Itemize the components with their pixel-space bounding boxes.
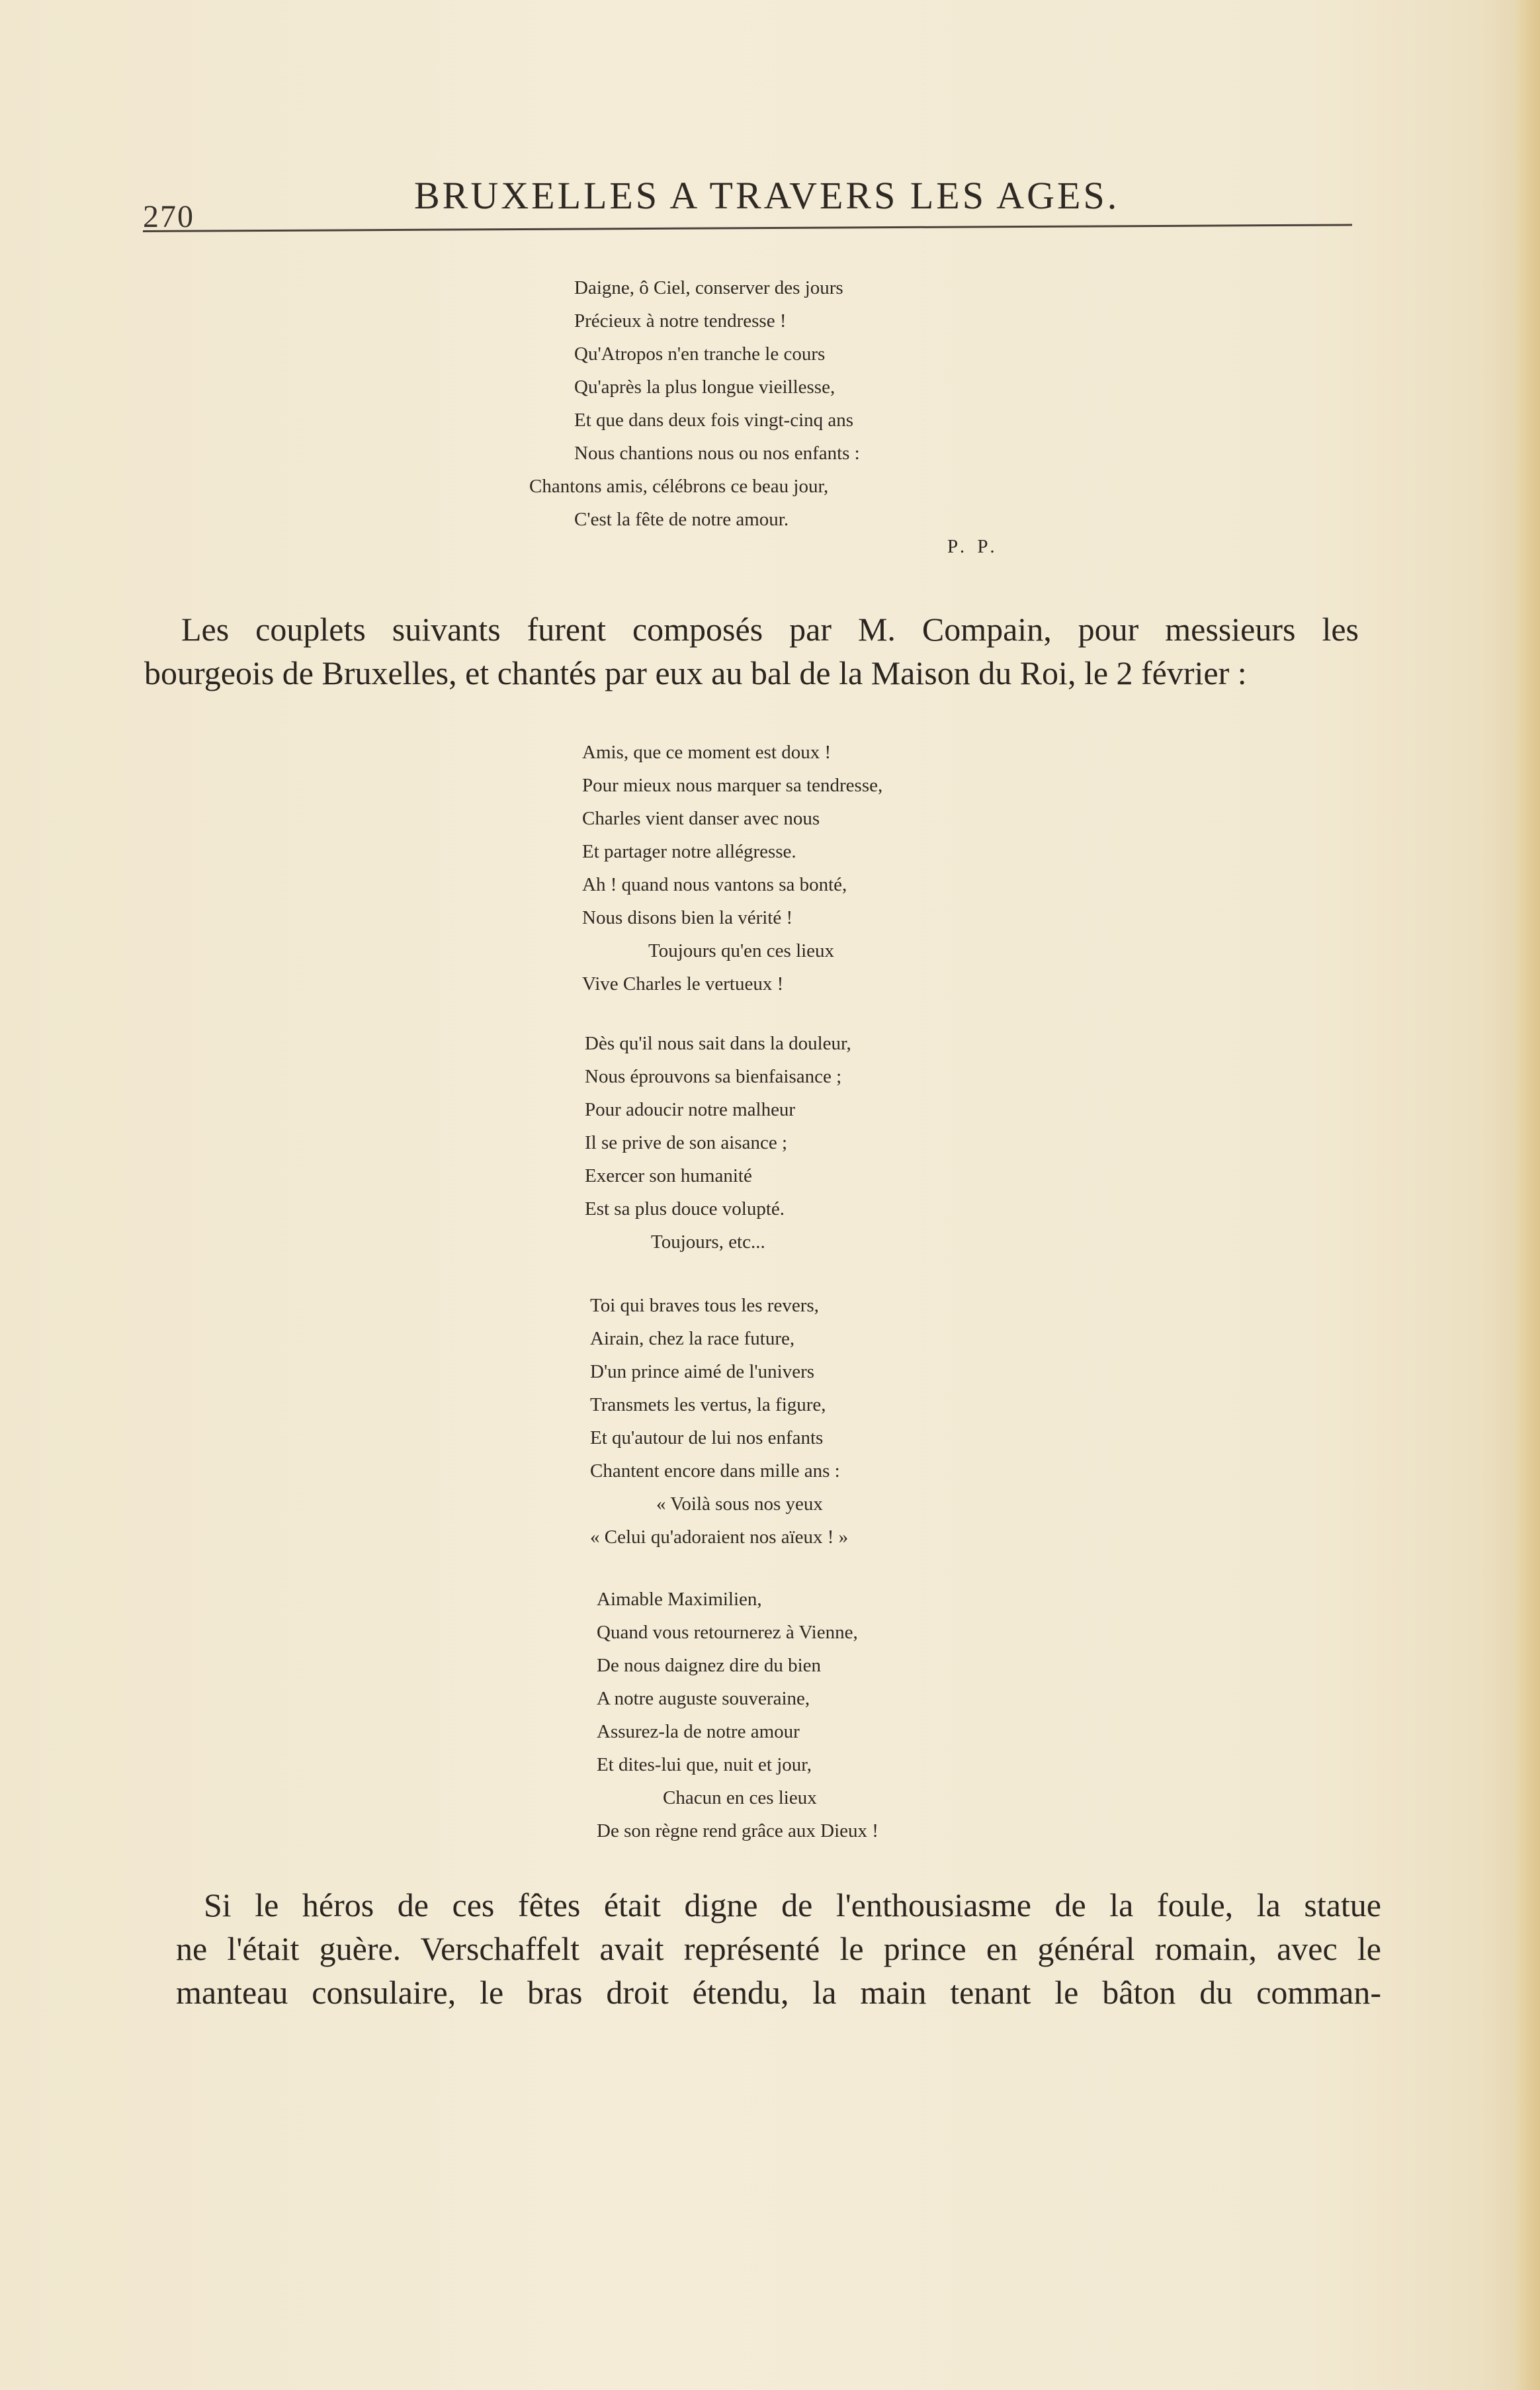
song-refrain-line: « Voilà sous nos yeux — [656, 1493, 823, 1515]
song-line: Nous disons bien la vérité ! — [582, 907, 793, 928]
paragraph-1 — [144, 607, 1359, 695]
song-stanza-2 — [585, 1027, 851, 1259]
paragraph-line: manteau consulaire, le bras droit étendu, la main tenant le bâton du comman- — [176, 1974, 1381, 2011]
song-line: Est sa plus douce volupté. — [585, 1198, 785, 1219]
song-line: A notre auguste souveraine, — [597, 1688, 810, 1709]
song-line: Et dites-lui que, nuit et jour, — [597, 1754, 812, 1775]
song-line: Charles vient danser avec nous — [582, 808, 820, 829]
paragraph-line: ne l'était guère. Verschaffelt avait représenté le prince en général romain, avec le — [176, 1930, 1381, 1967]
poem-line: Nous chantions nous ou nos enfants : — [574, 443, 860, 464]
poem-line: Qu'après la plus longue vieillesse, — [574, 376, 835, 398]
song-line: Pour adoucir notre malheur — [585, 1099, 796, 1120]
song-line: Ah ! quand nous vantons sa bonté, — [582, 874, 847, 895]
song-line: « Celui qu'adoraient nos aïeux ! » — [590, 1527, 849, 1548]
poem-line: Qu'Atropos n'en tranche le cours — [574, 343, 826, 365]
song-line: Il se prive de son aisance ; — [585, 1132, 788, 1153]
song-line: Exercer son humanité — [585, 1165, 752, 1186]
poem-line: Daigne, ô Ciel, conserver des jours — [574, 277, 843, 298]
poem-line: Précieux à notre tendresse ! — [574, 310, 787, 332]
song-line: Transmets les vertus, la figure, — [590, 1394, 826, 1415]
song-line: Et qu'autour de lui nos enfants — [590, 1427, 824, 1448]
song-stanza-4 — [597, 1583, 878, 1847]
paragraph-line: Les couplets suivants furent composés par M. Compain, pour messieurs les — [181, 611, 1359, 648]
song-line: Quand vous retournerez à Vienne, — [597, 1622, 858, 1643]
poem-line: Et que dans deux fois vingt-cinq ans — [574, 410, 854, 431]
running-head-title: BRUXELLES A TRAVERS LES AGES. — [414, 174, 1120, 217]
song-refrain-line: Toujours, etc... — [651, 1231, 765, 1253]
header-rule — [143, 224, 1352, 232]
song-line: Et partager notre allégresse. — [582, 841, 796, 862]
poem-line: Chantons amis, célébrons ce beau jour, — [529, 476, 829, 497]
poem-line: C'est la fête de notre amour. — [574, 509, 789, 530]
song-line: Airain, chez la race future, — [590, 1328, 795, 1349]
paragraph-line: Si le héros de ces fêtes était digne de l'enthousiasme de la foule, la statue — [204, 1886, 1381, 1924]
page-number: 270 — [143, 199, 194, 234]
song-line: De nous daignez dire du bien — [597, 1655, 822, 1676]
song-line: Dès qu'il nous sait dans la douleur, — [585, 1033, 851, 1054]
song-line: Nous éprouvons sa bienfaisance ; — [585, 1066, 842, 1087]
page-edge — [1518, 0, 1540, 2390]
song-refrain-line: Toujours qu'en ces lieux — [648, 940, 835, 961]
song-stanza-3 — [590, 1289, 848, 1554]
song-line: Amis, que ce moment est doux ! — [582, 742, 832, 763]
song-line: D'un prince aimé de l'univers — [590, 1361, 815, 1382]
song-line: Vive Charles le vertueux ! — [582, 973, 784, 995]
song-line: Assurez-la de notre amour — [597, 1721, 800, 1742]
song-refrain-line: Chacun en ces lieux — [663, 1787, 817, 1808]
song-line: De son règne rend grâce aux Dieux ! — [597, 1820, 878, 1841]
poem-1 — [529, 271, 860, 536]
paragraph-line: bourgeois de Bruxelles, et chantés par eux au bal de la Maison du Roi, le 2 février : — [144, 654, 1247, 691]
song-line: Aimable Maximilien, — [597, 1589, 762, 1610]
song-stanza-1 — [582, 736, 882, 1000]
song-line: Pour mieux nous marquer sa tendresse, — [582, 775, 883, 796]
paragraph-2 — [176, 1883, 1381, 2014]
poem-signature: P. P. — [947, 536, 999, 557]
song-line: Toi qui braves tous les revers, — [590, 1295, 819, 1316]
song-line: Chantent encore dans mille ans : — [590, 1460, 840, 1482]
